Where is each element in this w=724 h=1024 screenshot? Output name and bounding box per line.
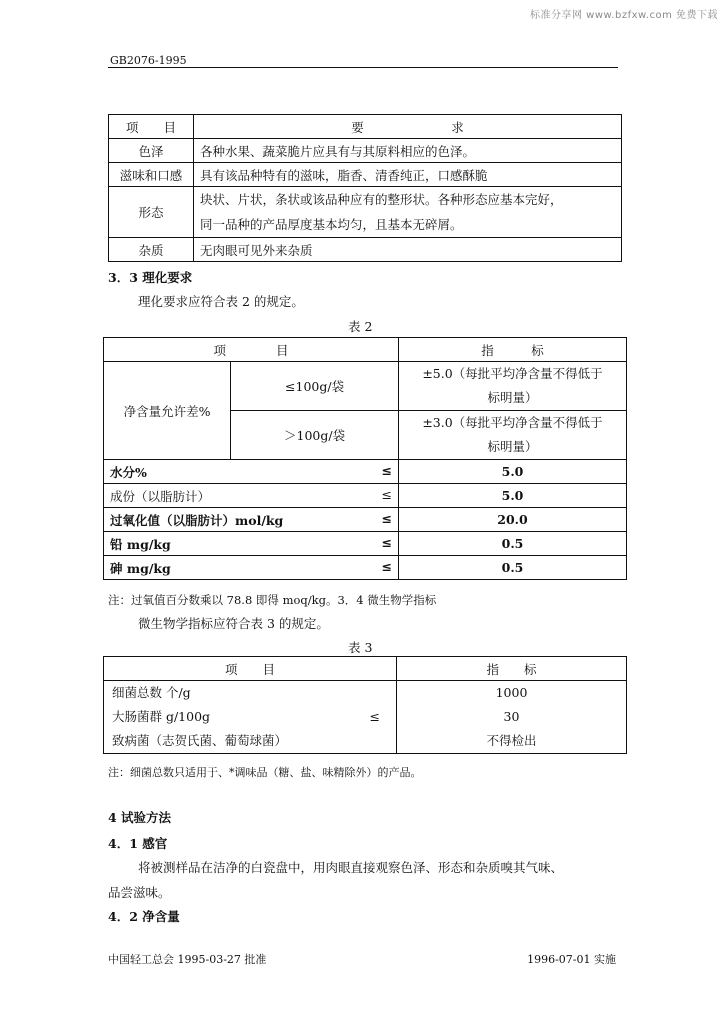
net-content-label: 净含量允许差%	[104, 362, 231, 460]
table-caption: 表 3	[348, 640, 373, 655]
header-indicator: 指 标	[399, 338, 627, 362]
row-symbol: ≤	[369, 709, 380, 724]
section-title: 3．3 理化要求	[108, 270, 193, 285]
row-item	[104, 484, 399, 508]
list-item: 30	[503, 709, 520, 724]
net-condition: ＞100g/袋	[231, 411, 399, 460]
table-row	[104, 484, 627, 508]
row-requirement: 各种水果、蔬菜脆片应具有与其原料相应的色泽。	[194, 139, 622, 163]
row-value: 0.5	[399, 556, 627, 580]
row-symbol: ≤	[381, 486, 392, 502]
row-item	[104, 508, 399, 532]
header-requirement: 要 求	[194, 115, 622, 139]
paragraph: 品尝滋味。	[108, 885, 171, 900]
header-item: 项 目	[104, 338, 399, 362]
table3-note: 注：细菌总数只适用于、*调味品（糖、盐、味精除外）的产品。	[108, 766, 422, 779]
watermark-text: 标准分享网 www.bzfxw.com 免费下载	[530, 10, 718, 21]
row-item: 色泽	[109, 139, 194, 163]
header-indicator: 指 标	[397, 657, 627, 681]
net-value-line: ±3.0（每批平均净含量不得低于	[422, 415, 603, 430]
table-row	[104, 362, 627, 411]
section-title: 4 试验方法	[108, 810, 172, 825]
net-value	[399, 411, 627, 460]
paragraph: 将被测样品在洁净的白瓷盘中，用肉眼直接观察色泽、形态和杂质嗅其气味、	[138, 860, 564, 875]
table-header-row	[109, 115, 622, 139]
table-header-row	[104, 657, 627, 681]
paragraph: 理化要求应符合表 2 的规定。	[138, 294, 304, 309]
header-item: 项 目	[109, 115, 194, 139]
row-item	[104, 532, 399, 556]
list-item: 大肠菌群 g/100g	[112, 709, 211, 724]
values-cell	[397, 681, 627, 754]
list-item: 致病菌（志贺氏菌、葡萄球菌）	[112, 733, 288, 748]
row-item: 滋味和口感	[109, 163, 194, 187]
row-item-label: 砷 mg/kg	[110, 560, 171, 576]
row-symbol: ≤	[381, 558, 392, 574]
net-value-line: 标明量）	[487, 439, 538, 454]
list-item: 细菌总数 个/g	[112, 685, 191, 700]
header-item: 项 目	[104, 657, 397, 681]
footer-implementation: 1996-07-01 实施	[527, 953, 616, 966]
table-row	[109, 139, 622, 163]
row-item-label: 过氧化值（以脂肪计）mol/kg	[110, 512, 284, 528]
requirement-line: 块状、片状，条状或该品种应有的整形状。各种形态应基本完好，	[200, 192, 563, 207]
table-row	[104, 681, 627, 754]
row-item-label: 成份（以脂肪计）	[110, 488, 211, 504]
row-value: 5.0	[399, 484, 627, 508]
net-value-line: 标明量）	[487, 390, 538, 405]
list-item: 1000	[495, 685, 528, 700]
table-row	[109, 238, 622, 262]
net-condition: ≤100g/袋	[231, 362, 399, 411]
row-item	[104, 556, 399, 580]
table-header-row	[104, 338, 627, 362]
table-caption: 表 2	[348, 319, 373, 334]
footer-approval: 中国轻工总会 1995-03-27 批准	[108, 953, 267, 966]
sensory-table	[108, 114, 622, 262]
paragraph: 微生物学指标应符合表 3 的规定。	[138, 616, 329, 631]
table2-note: 注：过氧值百分数乘以 78.8 即得 moq/kg。3．4 微生物学指标	[108, 593, 437, 607]
standard-code: GB2076-1995	[110, 54, 187, 67]
table-row	[104, 460, 627, 484]
requirement-line: 同一品种的产品厚度基本均匀，且基本无碎屑。	[200, 217, 463, 232]
row-item: 杂质	[109, 238, 194, 262]
header-rule	[108, 67, 618, 68]
items-cell	[104, 681, 397, 754]
row-symbol: ≤	[381, 462, 392, 478]
row-requirement: 具有该品种特有的滋味，脂香、清香纯正，口感酥脆	[194, 163, 622, 187]
row-symbol: ≤	[381, 510, 392, 526]
section-title: 4．2 净含量	[108, 909, 180, 924]
row-requirement: 无肉眼可见外来杂质	[194, 238, 622, 262]
net-value-line: ±5.0（每批平均净含量不得低于	[422, 366, 603, 381]
table-row	[109, 187, 622, 238]
row-item-label: 水分%	[110, 464, 147, 480]
row-item-label: 铅 mg/kg	[110, 536, 171, 552]
row-item	[104, 460, 399, 484]
table-row	[109, 163, 622, 187]
section-title: 4．1 感官	[108, 836, 168, 851]
microbiology-table	[103, 656, 627, 754]
list-item: 不得检出	[486, 733, 537, 748]
row-symbol: ≤	[381, 534, 392, 550]
net-value	[399, 362, 627, 411]
table-row	[104, 556, 627, 580]
row-item: 形态	[109, 187, 194, 238]
row-requirement	[194, 187, 622, 238]
table-row	[104, 532, 627, 556]
row-value: 20.0	[399, 508, 627, 532]
row-value: 5.0	[399, 460, 627, 484]
row-value: 0.5	[399, 532, 627, 556]
table-row	[104, 508, 627, 532]
physicochemical-table	[103, 337, 627, 580]
